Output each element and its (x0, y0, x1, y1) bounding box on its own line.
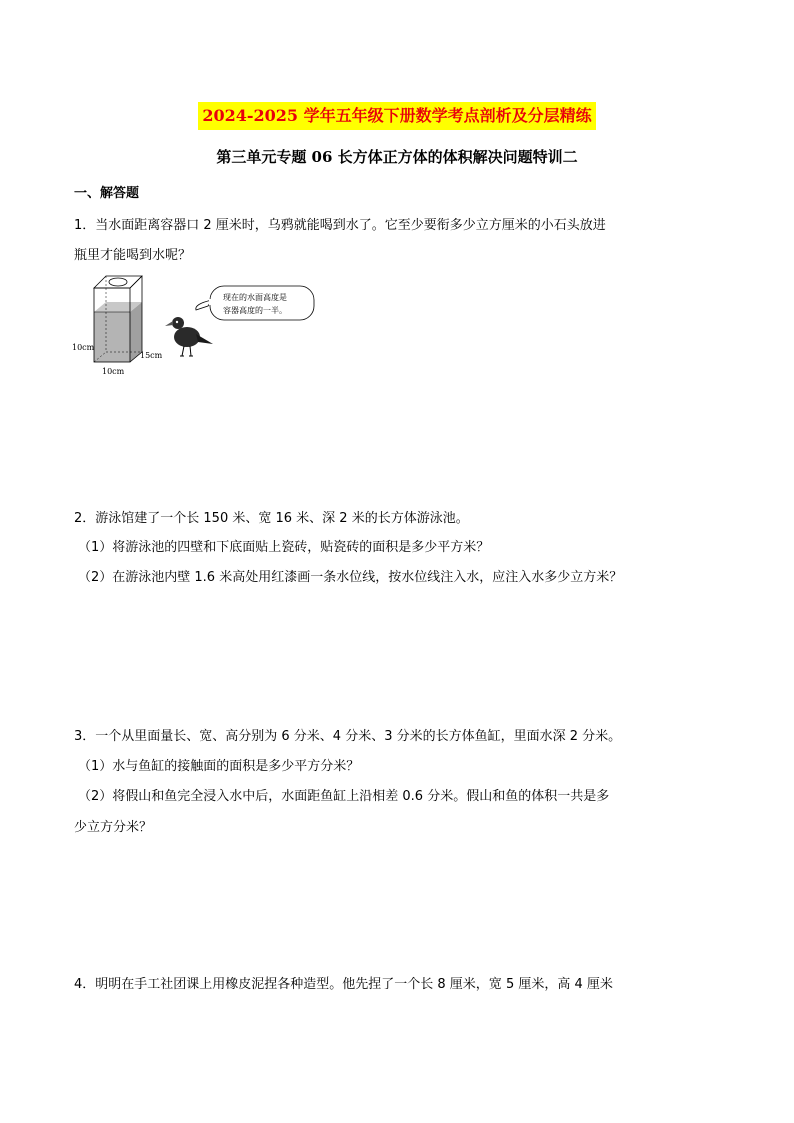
q3-line1: 3．一个从里面量长、宽、高分别为 6 分米、4 分米、3 分米的长方体鱼缸，里面水深 2 分米。 (74, 729, 622, 744)
q3-sub1: （1）水与鱼缸的接触面的面积是多少平方分米？ (78, 759, 360, 774)
q1-figure (70, 270, 330, 380)
width-label: 10cm (102, 367, 125, 376)
container-box-icon (94, 276, 142, 362)
q2-line1: 2．游泳馆建了一个长 150 米、宽 16 米、深 2 米的长方体游泳池。 (74, 511, 469, 526)
title-block (0, 102, 794, 130)
section-heading: 一、解答题 (74, 186, 140, 201)
document-subtitle: 第三单元专题 06 长方体正方体的体积解决问题特训二 (216, 148, 578, 166)
bubble-text-line2: 容器高度的一半。 (223, 306, 287, 315)
water-front (94, 312, 130, 362)
container-opening (109, 278, 127, 286)
crow-icon (165, 317, 213, 356)
bubble-text-line1: 现在的水面高度是 (223, 293, 287, 302)
q1-line2: 瓶里才能喝到水呢？ (74, 248, 192, 263)
q1-line1: 1．当水面距离容器口 2 厘米时，乌鸦就能喝到水了。它至少要衔多少立方厘米的小石头放进 (74, 218, 606, 233)
height-label: 10cm (72, 343, 95, 352)
q4-line1: 4．明明在手工社团课上用橡皮泥捏各种造型。他先捏了一个长 8 厘米，宽 5 厘米，高 4 厘米 (74, 977, 613, 992)
q3-sub2-line1: （2）将假山和鱼完全浸入水中后，水面距鱼缸上沿相差 0.6 分米。假山和鱼的体积一共是多 (78, 789, 610, 804)
document-title: 2024-2025 学年五年级下册数学考点剖析及分层精练 (198, 102, 595, 130)
q2-sub2: （2）在游泳池内壁 1.6 米高处用红漆画一条水位线，按水位线注入水，应注入水多少立方米？ (78, 570, 623, 585)
q2-sub1: （1）将游泳池的四壁和下底面贴上瓷砖，贴瓷砖的面积是多少平方米？ (78, 540, 490, 555)
q3-sub2-line2: 少立方分米？ (74, 820, 153, 835)
depth-label: 15cm (140, 351, 163, 360)
